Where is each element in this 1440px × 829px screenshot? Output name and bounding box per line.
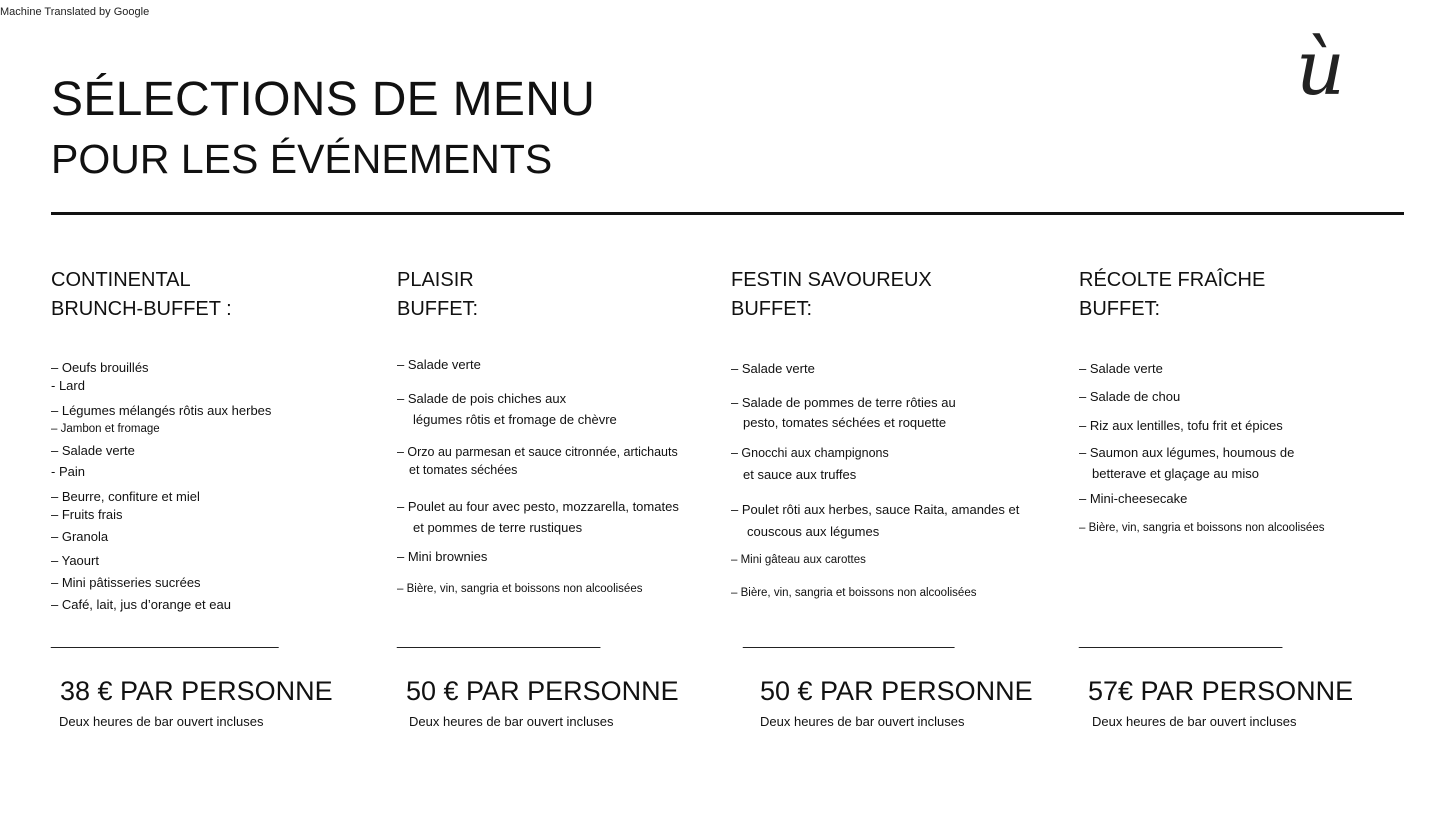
menu-item: – Café, lait, jus d’orange et eau	[51, 597, 231, 612]
menu-item: – Yaourt	[51, 553, 99, 568]
price-divider: __________________________	[743, 632, 954, 649]
menu-item: et pommes de terre rustiques	[413, 520, 583, 535]
price-divider: ____________________________	[51, 632, 278, 649]
menu-item: – Mini brownies	[397, 549, 488, 564]
price-note: Deux heures de bar ouvert incluses	[1092, 714, 1297, 729]
menu-item: – Saumon aux légumes, houmous de	[1079, 445, 1295, 460]
menu-heading: BUFFET:	[1079, 298, 1161, 320]
menu-item: - Lard	[51, 378, 85, 393]
menu-item: – Bière, vin, sangria et boissons non alcoolisées	[1079, 522, 1325, 534]
price-label: 50 € PAR PERSONNE	[760, 676, 1033, 706]
header-divider	[51, 212, 1404, 215]
menu-item: – Légumes mélangés rôtis aux herbes	[51, 403, 272, 418]
menu-item: – Orzo au parmesan et sauce citronnée, artichauts	[397, 445, 678, 459]
menu-item: – Salade verte	[731, 361, 815, 376]
price-divider: _________________________	[1079, 632, 1282, 649]
menu-heading: BRUNCH-BUFFET :	[51, 298, 232, 320]
menu-item: – Salade verte	[1079, 361, 1163, 376]
page-title: SÉLECTIONS DE MENU	[51, 73, 596, 126]
price-note: Deux heures de bar ouvert incluses	[59, 714, 264, 729]
menu-item: – Riz aux lentilles, tofu frit et épices	[1079, 418, 1283, 433]
price-divider: _________________________	[397, 632, 600, 649]
price-label: 57€ PAR PERSONNE	[1088, 676, 1354, 706]
menu-item: – Granola	[51, 529, 109, 544]
menu-column-plaisir	[397, 266, 478, 324]
menu-item: – Mini gâteau aux carottes	[731, 554, 866, 566]
price-note: Deux heures de bar ouvert incluses	[760, 714, 965, 729]
menu-item: – Jambon et fromage	[51, 423, 160, 435]
menu-item: betterave et glaçage au miso	[1092, 466, 1259, 481]
menu-heading: CONTINENTAL	[51, 269, 191, 291]
menu-item: - Pain	[51, 464, 85, 479]
menu-item: et sauce aux truffes	[743, 467, 857, 482]
menu-item: – Bière, vin, sangria et boissons non alcoolisées	[397, 583, 643, 595]
menu-item: – Oeufs brouillés	[51, 360, 149, 375]
menu-item: – Mini-cheesecake	[1079, 491, 1188, 506]
menu-item: – Fruits frais	[51, 507, 123, 522]
menu-item: – Salade verte	[397, 357, 481, 372]
price-label: 50 € PAR PERSONNE	[406, 676, 679, 706]
menu-item: – Salade de pommes de terre rôties au	[731, 395, 956, 410]
menu-column-continental	[51, 266, 232, 324]
menu-item: – Mini pâtisseries sucrées	[51, 575, 201, 590]
menu-item: – Poulet au four avec pesto, mozzarella, tomates	[397, 499, 679, 514]
menu-heading: BUFFET:	[731, 298, 813, 320]
menu-item: – Salade de chou	[1079, 389, 1181, 404]
price-note: Deux heures de bar ouvert incluses	[409, 714, 614, 729]
page-subtitle: POUR LES ÉVÉNEMENTS	[51, 136, 553, 182]
machine-translation-notice: Machine Translated by Google	[0, 6, 150, 18]
menu-item: – Gnocchi aux champignons	[731, 446, 889, 460]
menu-column-festin-savoureux	[731, 266, 932, 324]
menu-item: légumes rôtis et fromage de chèvre	[413, 412, 617, 427]
menu-column-recolte-fraiche	[1079, 266, 1265, 324]
menu-heading: BUFFET:	[397, 298, 479, 320]
menu-item: pesto, tomates séchées et roquette	[743, 415, 947, 430]
menu-heading: PLAISIR	[397, 269, 474, 291]
menu-item: – Beurre, confiture et miel	[51, 489, 200, 504]
menu-item: – Poulet rôti aux herbes, sauce Raita, amandes et	[731, 502, 1020, 517]
menu-heading: FESTIN SAVOUREUX	[731, 269, 932, 291]
menu-item: – Salade verte	[51, 443, 135, 458]
menu-item: – Salade de pois chiches aux	[397, 391, 567, 406]
menu-item: couscous aux légumes	[747, 524, 880, 539]
price-label: 38 € PAR PERSONNE	[60, 676, 333, 706]
brand-logo: ù	[1296, 23, 1345, 112]
menu-heading: RÉCOLTE FRAÎCHE	[1079, 269, 1266, 291]
menu-item: et tomates séchées	[409, 463, 518, 477]
menu-item: – Bière, vin, sangria et boissons non alcoolisées	[731, 587, 977, 599]
